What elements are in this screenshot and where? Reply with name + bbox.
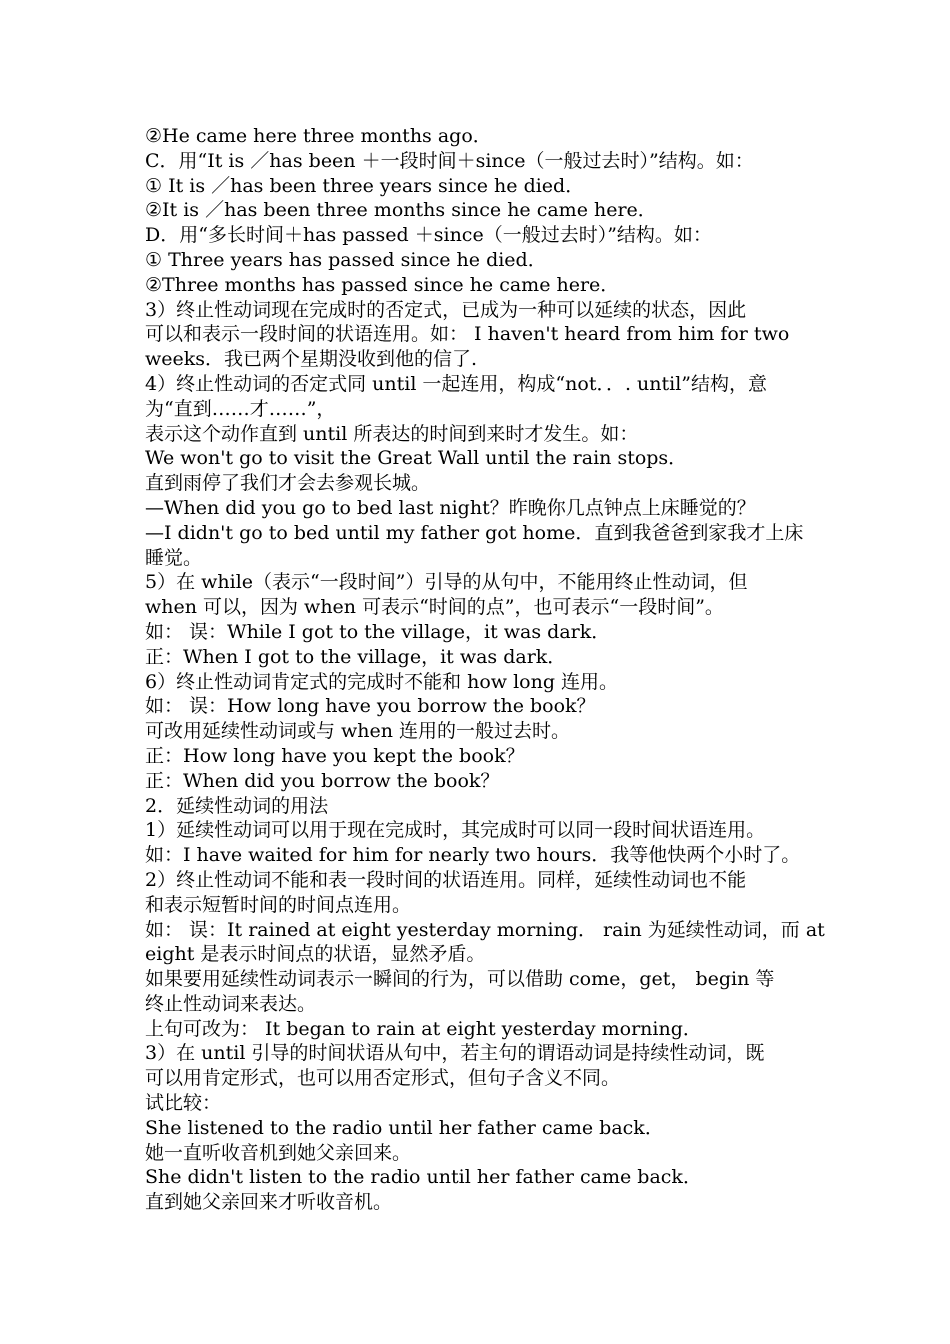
text-line: 如： 误：While I got to the village，it was dark． [145,620,611,643]
text-line: 5）在 while（表示“一段时间”）引导的从句中，不能用终止性动词，但 [145,571,748,594]
text-line: 6）终止性动词肯定式的完成时不能和 how long 连用。 [145,670,619,693]
text-line: —When did you go to bed last night？昨晚你几点钟点上床睡觉的？ [145,496,756,519]
text-line: 如： 误：It rained at eight yesterday morning． rain 为延续性动词，而 at [145,918,825,941]
text-line: 正：How long have you kept the book？ [145,744,525,767]
text-line: 她一直听收音机到她父亲回来。 [145,1141,412,1164]
text-line: 3）终止性动词现在完成时的否定式，已成为一种可以延续的状态，因此 [145,298,747,321]
text-line: ① It is ／has been three years since he died． [145,174,585,197]
text-line: 如：I have waited for him for nearly two hours．我等他快两个小时了。 [145,844,801,867]
text-line: 为“直到……才……”， [145,397,336,420]
text-line: 可以和表示一段时间的状语连用。如： I haven't heard from him for two [145,323,790,346]
text-line: 2）终止性动词不能和表一段时间的状语连用。同样，延续性动词也不能 [145,868,747,891]
text-line: ②He came here three months ago． [145,125,492,147]
text-line: 4）终止性动词的否定式同 until 一起连用，构成“not．．. until”结构，意 [145,372,768,395]
text-line: 睡觉。 [145,546,203,569]
text-line: C．用“It is ／has been ＋一段时间＋since（一般过去时）”结构。如： [145,149,754,172]
text-line: eight 是表示时间点的状语，显然矛盾。 [145,943,486,966]
text-line: 可改用延续性动词或与 when 连用的一般过去时。 [145,720,571,743]
text-line: ① Three years has passed since he died． [145,248,547,271]
text-line: 正：When did you borrow the book？ [145,769,500,792]
text-line: 直到雨停了我们才会去参观长城。 [145,472,431,495]
text-line: 如果要用延续性动词表示一瞬间的行为，可以借助 come，get， begin 等 [145,968,775,991]
text-line: ②It is ／has been three months since he came here． [145,199,657,222]
document-body [145,124,845,1215]
text-line: 正：When I got to the village，it was dark． [145,645,567,668]
text-line: 上句可改为： It began to rain at eight yesterday morning． [145,1017,702,1040]
text-line: ②Three months has passed since he came here． [145,273,620,296]
text-line: D．用“多长时间＋has passed ＋since（一般过去时）”结构。如： [145,224,712,247]
text-line: 3）在 until 引导的时间状语从句中，若主句的谓语动词是持续性动词，既 [145,1042,765,1065]
text-line: She listened to the radio until her father came back． [145,1116,664,1139]
text-line: 终止性动词来表达。 [145,992,317,1015]
text-line: 和表示短暂时间的时间点连用。 [145,893,412,916]
text-line: when 可以，因为 when 可表示“时间的点”，也可表示“一段时间”。 [145,596,724,619]
text-line: She didn't listen to the radio until her father came back． [145,1166,702,1189]
text-line: 试比较： [145,1092,222,1115]
text-line: —I didn't go to bed until my father got home．直到我爸爸到家我才上床 [145,521,804,544]
text-line: 可以用肯定形式，也可以用否定形式，但句子含义不同。 [145,1067,621,1090]
text-line: 2．延续性动词的用法 [145,794,329,817]
text-line: We won't go to visit the Great Wall until the rain stops． [145,447,688,470]
text-line: weeks．我已两个星期没收到他的信了. [145,348,478,371]
text-line: 直到她父亲回来才听收音机。 [145,1191,393,1214]
text-line: 表示这个动作直到 until 所表达的时间到来时才发生。如： [145,422,639,445]
text-line: 1）延续性动词可以用于现在完成时，其完成时可以同一段时间状语连用。 [145,819,766,842]
text-line: 如： 误：How long have you borrow the book？ [145,695,596,718]
